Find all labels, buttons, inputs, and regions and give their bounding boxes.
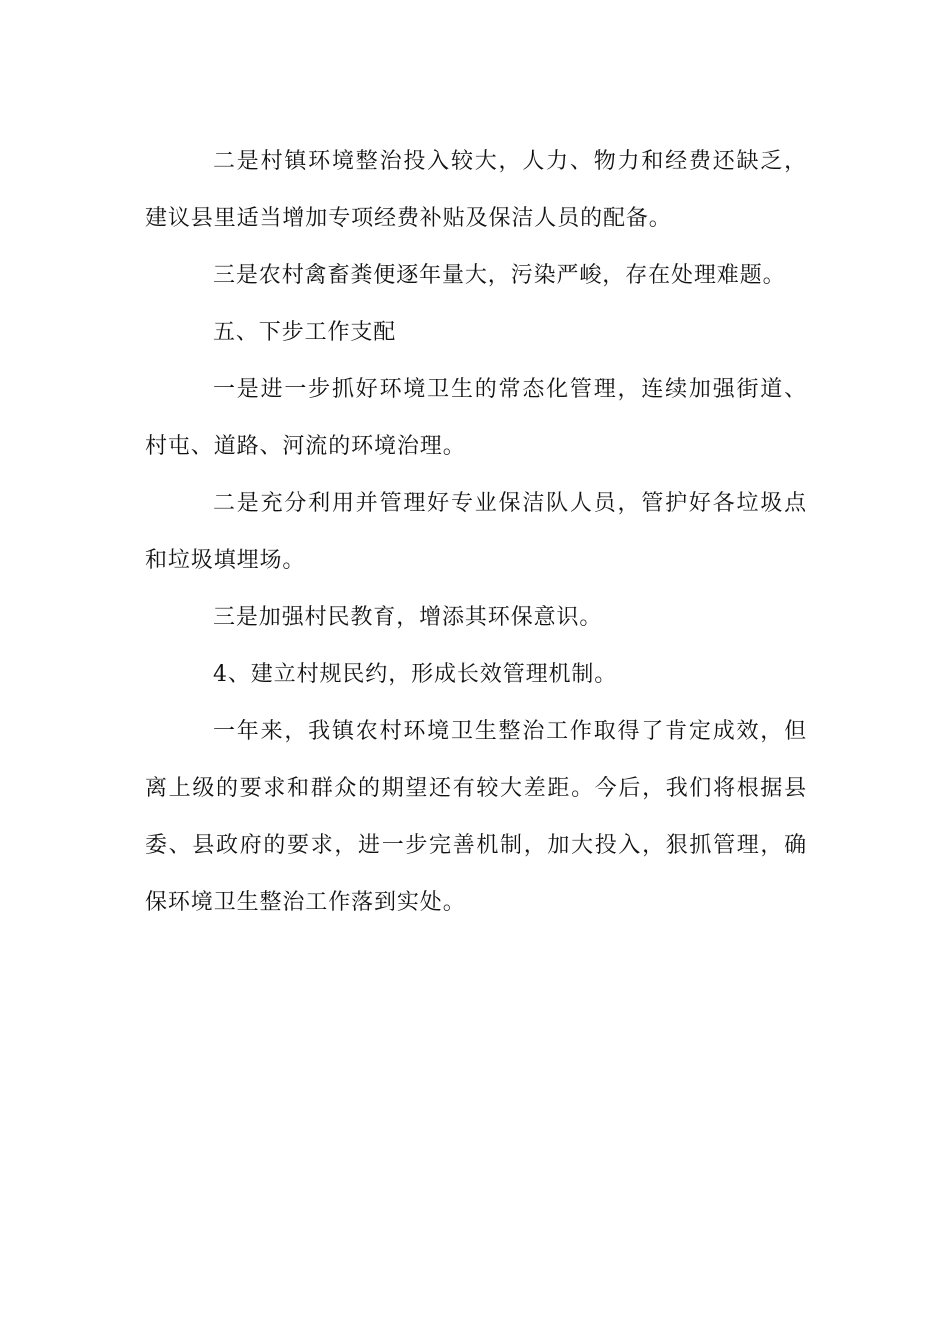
document-body [145,133,807,931]
paragraph-plan-4: 4、建立村规民约，形成长效管理机制。 [213,662,618,687]
paragraph-plan-2: 二是充分利用并管理好专业保洁队人员，管护好各垃圾点和垃圾填埋场。 [145,491,807,573]
paragraph-conclusion: 一年来，我镇农村环境卫生整治工作取得了肯定成效，但离上级的要求和群众的期望还有较大差距。今后，我们将根据县委、县政府的要求，进一步完善机制，加大投入，狠抓管理，确保环境卫生整治工作落到实处。 [145,719,807,915]
paragraph-plan-3: 三是加强村民教育，增添其环保意识。 [213,605,603,630]
paragraph-problem-3: 三是农村禽畜粪便逐年量大，污染严峻，存在处理难题。 [213,263,786,288]
paragraph-problem-2: 二是村镇环境整治投入较大，人力、物力和经费还缺乏，建议县里适当增加专项经费补贴及保洁人员的配备。 [145,149,807,231]
section-heading-next-steps: 五、下步工作支配 [213,320,397,345]
paragraph-plan-1: 一是进一步抓好环境卫生的常态化管理，连续加强街道、村屯、道路、河流的环境治理。 [145,377,807,459]
